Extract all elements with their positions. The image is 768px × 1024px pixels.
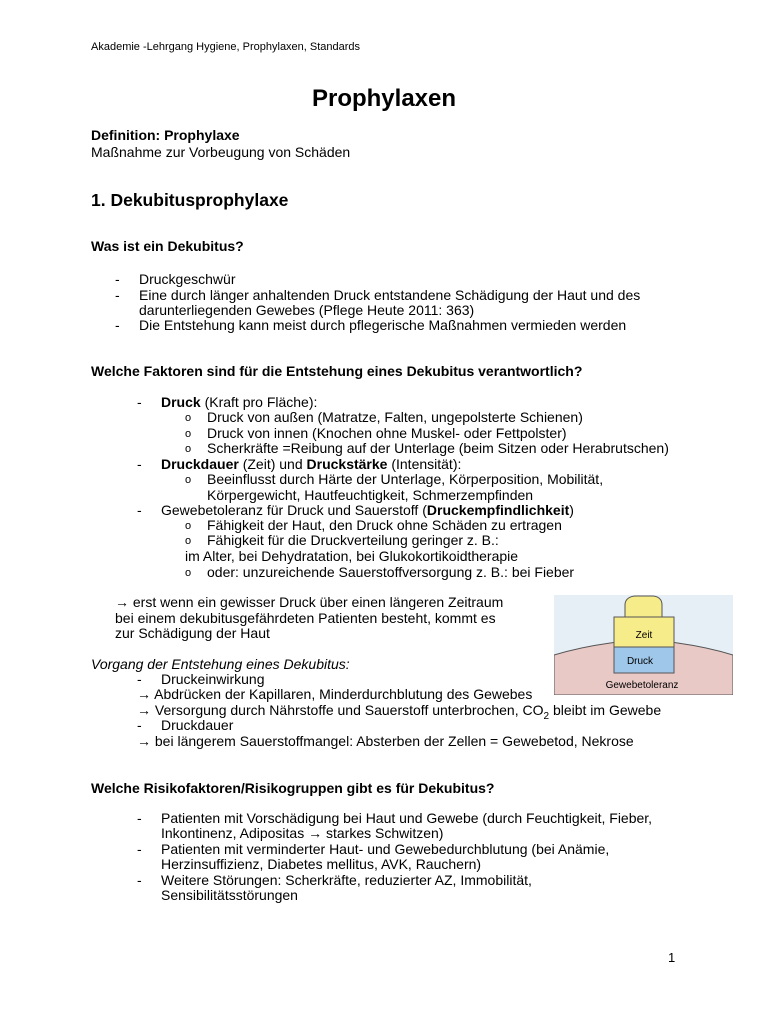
sub-item: Beeinflusst durch Härte der Unterlage, Körperposition, Mobilität, <box>207 471 604 487</box>
term-bold: Druck <box>161 394 201 410</box>
dash-bullet: - <box>137 717 142 733</box>
dash-bullet: - <box>137 456 142 472</box>
list-item: Druckgeschwür <box>139 271 236 287</box>
pressure-diagram <box>554 595 733 695</box>
term-bold: Druckdauer <box>161 456 239 472</box>
dash-bullet: - <box>137 394 142 410</box>
circle-bullet: o <box>185 428 192 440</box>
question-heading: Welche Faktoren sind für die Entstehung eines Dekubitus verantwortlich? <box>91 363 583 379</box>
dash-bullet: - <box>115 271 120 287</box>
definition-label: Definition: Prophylaxe <box>91 127 240 143</box>
subscript: 2 <box>543 710 550 722</box>
list-item: Sensibilitätsstörungen <box>161 887 298 903</box>
paragraph-line: bei einem dekubitusgefährdeten Patienten besteht, kommt es <box>115 610 496 626</box>
list-item: darunterliegenden Gewebes (Pflege Heute 2011: 363) <box>139 302 475 318</box>
list-item: Herzinsuffizienz, Diabetes mellitus, AVK, Rauchern) <box>161 856 482 872</box>
paragraph-line: → erst wenn ein gewisser Druck über einen längeren Zeitraum <box>115 594 504 610</box>
list-item <box>161 502 574 518</box>
term-text: (Zeit) und <box>238 456 307 472</box>
list-item: Inkontinenz, Adipositas → starkes Schwitzen) <box>161 825 444 841</box>
dash-bullet: - <box>115 317 120 333</box>
list-item: Patienten mit Vorschädigung bei Haut und Gewebe (durch Feuchtigkeit, Fieber, <box>161 810 653 826</box>
page-header: Akademie -Lehrgang Hygiene, Prophylaxen, Standards <box>91 41 361 53</box>
dash-bullet: - <box>137 810 142 826</box>
term-text: ) <box>569 502 574 518</box>
list-item <box>161 394 317 410</box>
list-item: Patienten mit verminderter Haut- und Gewebedurchblutung (bei Anämie, <box>161 841 610 857</box>
term-bold: Druckstärke <box>306 456 388 472</box>
question-heading: Welche Risikofaktoren/Risikogruppen gibt es für Dekubitus? <box>91 780 495 796</box>
page-number: 1 <box>668 950 676 965</box>
gewebetoleranz-label: Gewebetoleranz <box>605 680 679 691</box>
circle-bullet: o <box>185 443 192 455</box>
list-item: Eine durch länger anhaltenden Druck entstandene Schädigung der Haut und des <box>139 287 641 303</box>
pressure-diagram-svg <box>554 595 733 695</box>
circle-bullet: o <box>185 412 192 424</box>
sub-item: Körpergewicht, Hautfeuchtigkeit, Schmerzempfinden <box>207 487 534 503</box>
section-heading: 1. Dekubitusprophylaxe <box>91 190 289 210</box>
process-step: → Abdrücken der Kapillaren, Minderdurchblutung des Gewebes <box>137 686 533 702</box>
dash-bullet: - <box>137 872 142 888</box>
sub-item: Druck von außen (Matratze, Falten, ungepolsterte Schienen) <box>207 409 583 425</box>
dash-bullet: - <box>137 502 142 518</box>
druck-label: Druck <box>626 656 654 667</box>
term-bold: Druckempfindlichkeit <box>426 502 570 518</box>
list-item <box>161 456 461 472</box>
page-title: Prophylaxen <box>311 85 457 112</box>
sub-item: im Alter, bei Dehydratation, bei Glukokortikoidtherapie <box>185 548 519 564</box>
term-text: (Intensität): <box>387 456 462 472</box>
sub-item: oder: unzureichende Sauerstoffversorgung z. B.: bei Fieber <box>207 564 575 580</box>
process-title: Vorgang der Entstehung eines Dekubitus: <box>91 656 350 672</box>
sub-item: Fähigkeit für die Druckverteilung geringer z. B.: <box>207 532 499 548</box>
process-step: Druckdauer <box>161 717 234 733</box>
weight-handle <box>625 596 662 617</box>
process-text: → Versorgung durch Nährstoffe und Sauerstoff unterbrochen, CO <box>137 702 544 718</box>
term-text: Gewebetoleranz für Druck und Sauerstoff ( <box>161 502 427 518</box>
paragraph-line: zur Schädigung der Haut <box>115 625 270 641</box>
term-text: (Kraft pro Fläche): <box>200 394 318 410</box>
sub-item: Druck von innen (Knochen ohne Muskel- oder Fettpolster) <box>207 425 567 441</box>
dash-bullet: - <box>115 287 120 303</box>
circle-bullet: o <box>185 474 192 486</box>
definition-text: Maßnahme zur Vorbeugung von Schäden <box>91 144 351 160</box>
process-step: → bei längerem Sauerstoffmangel: Absterben der Zellen = Gewebetod, Nekrose <box>137 733 634 749</box>
sub-item: Scherkräfte =Reibung auf der Unterlage (beim Sitzen oder Herabrutschen) <box>207 440 669 456</box>
zeit-label: Zeit <box>635 630 653 641</box>
list-item: Weitere Störungen: Scherkräfte, reduzierter AZ, Immobilität, <box>161 872 532 888</box>
sub-item: Fähigkeit der Haut, den Druck ohne Schäden zu ertragen <box>207 517 562 533</box>
process-step: Druckeinwirkung <box>161 671 265 687</box>
list-item: Die Entstehung kann meist durch pflegerische Maßnahmen vermieden werden <box>139 317 627 333</box>
question-heading: Was ist ein Dekubitus? <box>91 238 244 254</box>
dash-bullet: - <box>137 841 142 857</box>
circle-bullet: o <box>185 535 192 547</box>
circle-bullet: o <box>185 567 192 579</box>
process-text: bleibt im Gewebe <box>549 702 662 718</box>
dash-bullet: - <box>137 671 142 687</box>
circle-bullet: o <box>185 520 192 532</box>
